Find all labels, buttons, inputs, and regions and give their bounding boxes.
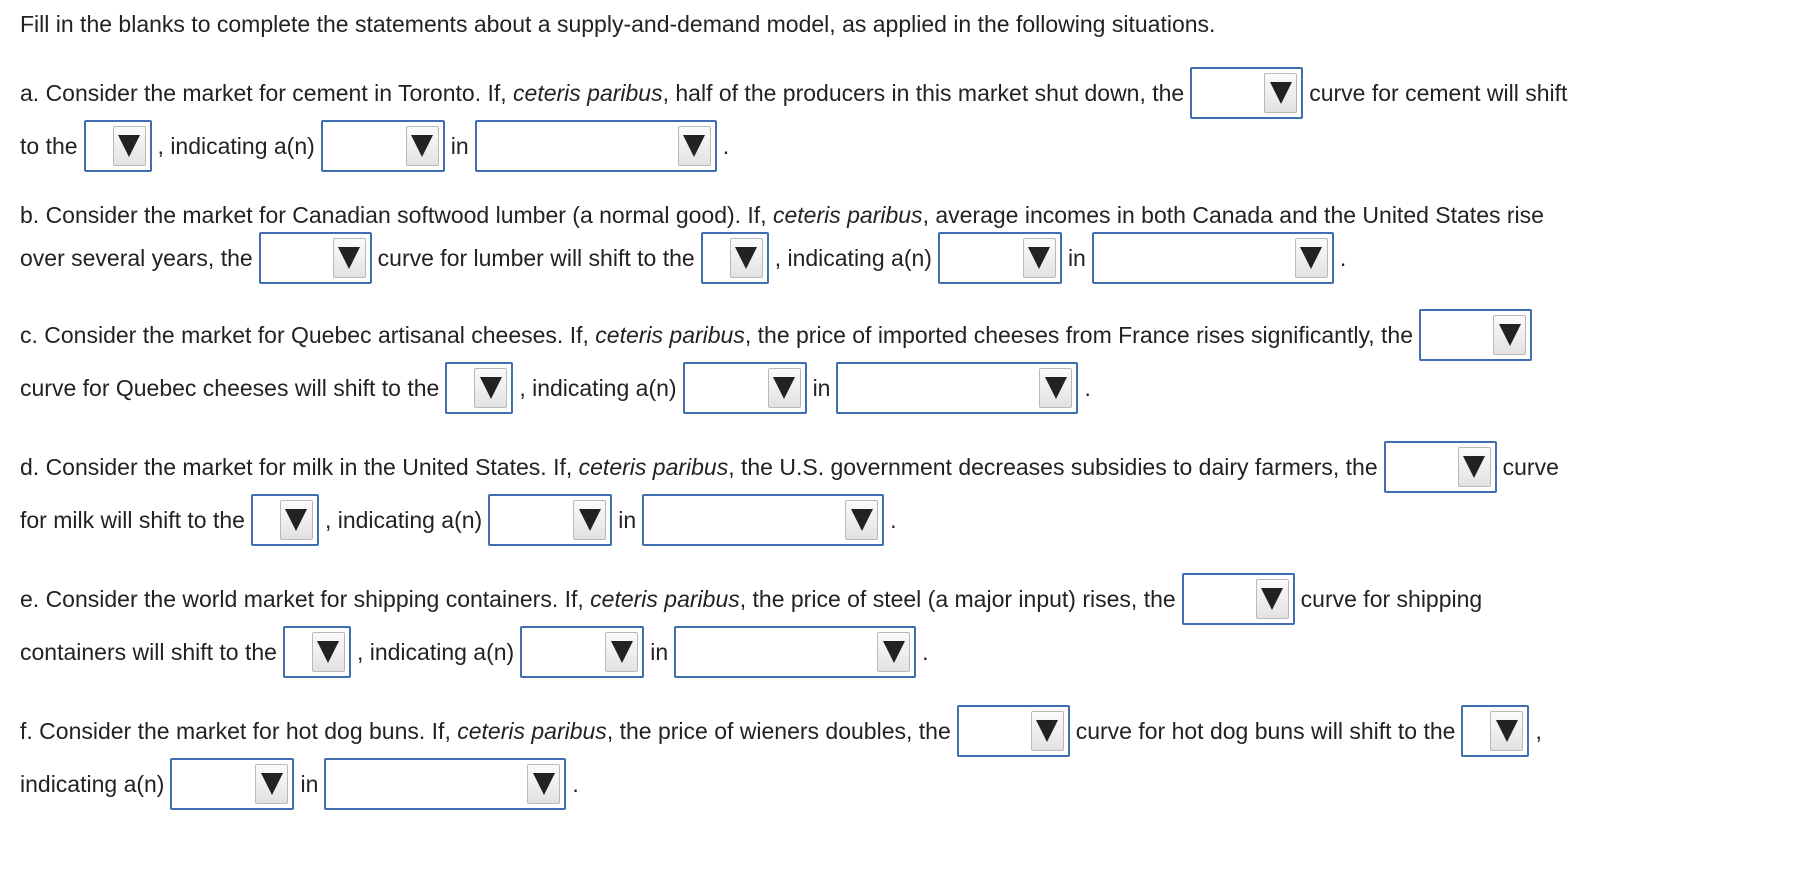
- question-f-change-dropdown[interactable]: [170, 758, 294, 810]
- dropdown-value: [1421, 311, 1493, 359]
- indicating-text: , indicating a(n): [356, 638, 515, 665]
- triangle-down-icon: [579, 509, 601, 531]
- dropdown-value: [1184, 575, 1256, 623]
- dropdown-arrow-button[interactable]: [312, 632, 345, 672]
- question-c-line-2: [20, 360, 1091, 416]
- triangle-down-icon: [411, 135, 433, 157]
- dropdown-arrow-button[interactable]: [280, 500, 313, 540]
- dropdown-arrow-button[interactable]: [1493, 315, 1526, 355]
- triangle-down-icon: [683, 135, 705, 157]
- dropdown-value: [685, 364, 768, 412]
- question-f-mid: , the price of wieners doubles, the: [606, 717, 951, 744]
- question-b-change-dropdown[interactable]: [938, 232, 1062, 284]
- in-text: in: [1067, 244, 1086, 271]
- dropdown-value: [1094, 234, 1295, 282]
- question-a-quantity-dropdown[interactable]: [475, 120, 717, 172]
- dropdown-arrow-button[interactable]: [333, 238, 366, 278]
- question-f-direction-dropdown[interactable]: [1461, 705, 1529, 757]
- triangle-down-icon: [1045, 377, 1067, 399]
- ceteris-paribus-text: ceteris paribus: [772, 201, 923, 228]
- indicating-text: , indicating a(n): [774, 244, 932, 271]
- question-a-mid: , half of the producers in this market shut down, the: [662, 79, 1185, 106]
- question-c-direction-dropdown[interactable]: [445, 362, 513, 414]
- dropdown-arrow-button[interactable]: [1458, 447, 1491, 487]
- instructions-text: Fill in the blanks to complete the statements about a supply-and-demand model, as applied in the following situations.: [20, 10, 1216, 37]
- dropdown-arrow-button[interactable]: [527, 764, 560, 804]
- question-d-curve-dropdown[interactable]: [1384, 441, 1497, 493]
- triangle-down-icon: [851, 509, 873, 531]
- dropdown-value: [940, 234, 1023, 282]
- question-e-direction-dropdown[interactable]: [283, 626, 351, 678]
- question-d-direction-dropdown[interactable]: [251, 494, 319, 546]
- question-d-after-curve: curve: [1502, 453, 1559, 480]
- question-e-line-1: [20, 571, 1482, 627]
- question-c-line-1: [20, 307, 1538, 363]
- triangle-down-icon: [1463, 456, 1485, 478]
- dropdown-arrow-button[interactable]: [877, 632, 910, 672]
- dropdown-arrow-button[interactable]: [1256, 579, 1289, 619]
- dropdown-value: [490, 496, 573, 544]
- period-text: .: [572, 770, 579, 797]
- question-e-mid: , the price of steel (a major input) rises, the: [739, 585, 1176, 612]
- question-a-curve-dropdown[interactable]: [1190, 67, 1303, 119]
- triangle-down-icon: [533, 773, 555, 795]
- question-b-line-2: [20, 230, 1346, 286]
- question-a-change-dropdown[interactable]: [321, 120, 445, 172]
- indicating-text: , indicating a(n): [157, 132, 315, 159]
- dropdown-value: [253, 496, 280, 544]
- question-f-lead: f. Consider the market for hot dog buns. If,: [20, 717, 451, 744]
- dropdown-value: [1192, 69, 1264, 117]
- dropdown-value: [522, 628, 605, 676]
- question-b-over: over several years, the: [20, 244, 253, 271]
- instructions-line: [20, 0, 1215, 52]
- question-b-direction-dropdown[interactable]: [701, 232, 769, 284]
- indicating-text: , indicating a(n): [324, 506, 483, 533]
- question-d-shift-to: for milk will shift to the: [20, 506, 245, 533]
- comma-text: ,: [1535, 717, 1542, 744]
- question-a-shift-to: to the: [20, 132, 78, 159]
- triangle-down-icon: [317, 641, 339, 663]
- dropdown-value: [172, 760, 255, 808]
- dropdown-value: [838, 364, 1039, 412]
- question-c-curve-dropdown[interactable]: [1419, 309, 1532, 361]
- dropdown-value: [326, 760, 527, 808]
- dropdown-arrow-button[interactable]: [255, 764, 288, 804]
- question-c-mid: , the price of imported cheeses from France rises significantly, the: [744, 321, 1413, 348]
- dropdown-arrow-button[interactable]: [1264, 73, 1297, 113]
- question-e-after-curve: curve for shipping: [1300, 585, 1483, 612]
- dropdown-arrow-button[interactable]: [1490, 711, 1523, 751]
- question-e-curve-dropdown[interactable]: [1182, 573, 1295, 625]
- question-c-quantity-dropdown[interactable]: [836, 362, 1078, 414]
- triangle-down-icon: [883, 641, 905, 663]
- period-text: .: [890, 506, 897, 533]
- triangle-down-icon: [1261, 588, 1283, 610]
- question-b-curve-dropdown[interactable]: [259, 232, 372, 284]
- question-d-line-2: [20, 492, 897, 548]
- question-a-line-1: [20, 65, 1567, 121]
- dropdown-arrow-button[interactable]: [1039, 368, 1072, 408]
- triangle-down-icon: [735, 247, 757, 269]
- dropdown-arrow-button[interactable]: [573, 500, 606, 540]
- in-text: in: [650, 638, 669, 665]
- dropdown-value: [447, 364, 474, 412]
- triangle-down-icon: [1270, 82, 1292, 104]
- dropdown-value: [86, 122, 113, 170]
- question-c-change-dropdown[interactable]: [683, 362, 807, 414]
- question-d-quantity-dropdown[interactable]: [642, 494, 884, 546]
- question-d-lead: d. Consider the market for milk in the United States. If,: [20, 453, 573, 480]
- period-text: .: [922, 638, 929, 665]
- in-text: in: [450, 132, 469, 159]
- question-b-mid: , average incomes in both Canada and the United States rise: [922, 201, 1544, 228]
- dropdown-value: [477, 122, 678, 170]
- question-c-lead: c. Consider the market for Quebec artisanal cheeses. If,: [20, 321, 589, 348]
- question-e-change-dropdown[interactable]: [520, 626, 644, 678]
- dropdown-value: [1463, 707, 1490, 755]
- question-e-quantity-dropdown[interactable]: [674, 626, 916, 678]
- question-a-line-2: [20, 118, 729, 174]
- question-c-shift-to: curve for Quebec cheeses will shift to the: [20, 374, 440, 401]
- question-d-line-1: [20, 439, 1559, 495]
- question-f-line-1: [20, 703, 1542, 759]
- question-d-change-dropdown[interactable]: [488, 494, 612, 546]
- triangle-down-icon: [1036, 720, 1058, 742]
- triangle-down-icon: [611, 641, 633, 663]
- triangle-down-icon: [773, 377, 795, 399]
- triangle-down-icon: [118, 135, 140, 157]
- dropdown-arrow-button[interactable]: [406, 126, 439, 166]
- triangle-down-icon: [1496, 720, 1518, 742]
- dropdown-arrow-button[interactable]: [768, 368, 801, 408]
- triangle-down-icon: [261, 773, 283, 795]
- dropdown-arrow-button[interactable]: [1031, 711, 1064, 751]
- dropdown-value: [676, 628, 877, 676]
- question-f-curve-dropdown[interactable]: [957, 705, 1070, 757]
- dropdown-arrow-button[interactable]: [1295, 238, 1328, 278]
- question-a-after-curve: curve for cement will shift: [1309, 79, 1568, 106]
- triangle-down-icon: [338, 247, 360, 269]
- dropdown-arrow-button[interactable]: [474, 368, 507, 408]
- ceteris-paribus-text: ceteris paribus: [578, 453, 729, 480]
- in-text: in: [618, 506, 637, 533]
- question-e-lead: e. Consider the world market for shipping containers. If,: [20, 585, 584, 612]
- question-a-lead: a. Consider the market for cement in Toronto. If,: [20, 79, 507, 106]
- in-text: in: [812, 374, 831, 401]
- question-f-line-2: [20, 756, 579, 812]
- indicating-text: , indicating a(n): [519, 374, 677, 401]
- dropdown-value: [285, 628, 312, 676]
- ceteris-paribus-text: ceteris paribus: [513, 79, 663, 106]
- dropdown-arrow-button[interactable]: [605, 632, 638, 672]
- ceteris-paribus-text: ceteris paribus: [457, 717, 607, 744]
- ceteris-paribus-text: ceteris paribus: [595, 321, 745, 348]
- dropdown-arrow-button[interactable]: [1023, 238, 1056, 278]
- dropdown-value: [644, 496, 845, 544]
- period-text: .: [722, 132, 730, 159]
- triangle-down-icon: [285, 509, 307, 531]
- dropdown-value: [261, 234, 333, 282]
- question-f-after-curve: curve for hot dog buns will shift to the: [1075, 717, 1456, 744]
- triangle-down-icon: [1028, 247, 1050, 269]
- question-b-lead: b. Consider the market for Canadian softwood lumber (a normal good). If,: [20, 201, 767, 228]
- dropdown-value: [1386, 443, 1458, 491]
- question-f-indicating: indicating a(n): [20, 770, 165, 797]
- dropdown-value: [703, 234, 730, 282]
- question-f-quantity-dropdown[interactable]: [324, 758, 566, 810]
- ceteris-paribus-text: ceteris paribus: [590, 585, 740, 612]
- dropdown-value: [959, 707, 1031, 755]
- period-text: .: [1339, 244, 1347, 271]
- dropdown-arrow-button[interactable]: [678, 126, 711, 166]
- question-e-line-2: [20, 624, 929, 680]
- dropdown-value: [323, 122, 406, 170]
- dropdown-arrow-button[interactable]: [113, 126, 146, 166]
- dropdown-arrow-button[interactable]: [845, 500, 878, 540]
- triangle-down-icon: [1300, 247, 1322, 269]
- question-b-quantity-dropdown[interactable]: [1092, 232, 1334, 284]
- triangle-down-icon: [480, 377, 502, 399]
- question-e-shift-to: containers will shift to the: [20, 638, 277, 665]
- dropdown-arrow-button[interactable]: [730, 238, 763, 278]
- triangle-down-icon: [1499, 324, 1521, 346]
- period-text: .: [1084, 374, 1091, 401]
- question-a-direction-dropdown[interactable]: [84, 120, 152, 172]
- question-d-mid: , the U.S. government decreases subsidies to dairy farmers, the: [728, 453, 1378, 480]
- in-text: in: [300, 770, 319, 797]
- question-b-after-curve: curve for lumber will shift to the: [377, 244, 695, 271]
